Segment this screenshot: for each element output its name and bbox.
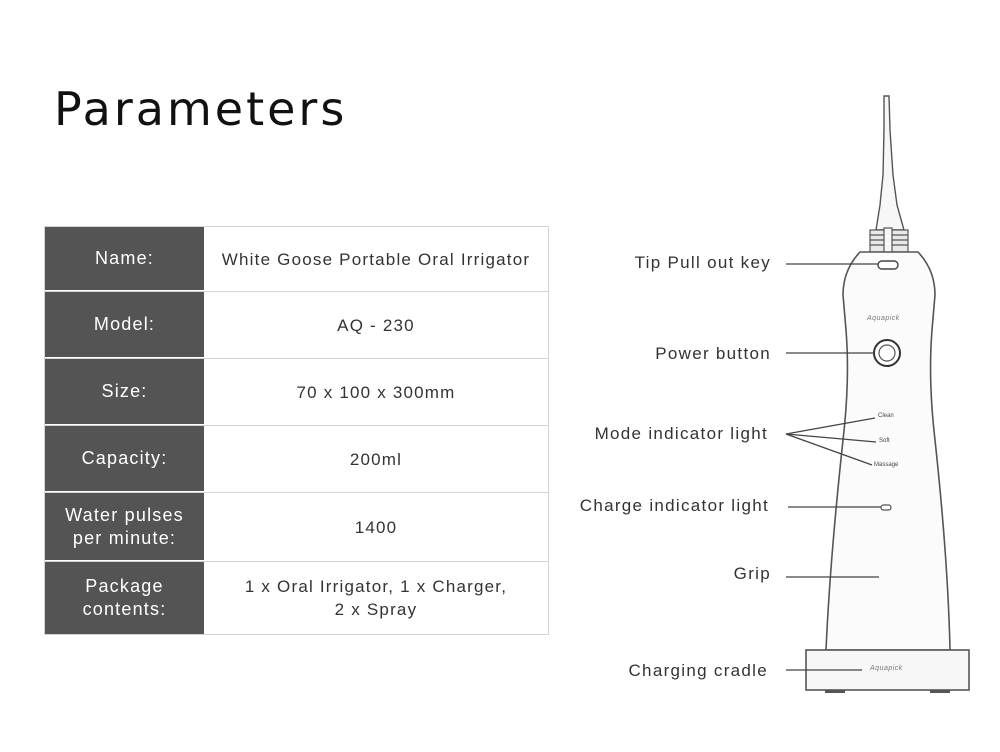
nozzle-tip: [876, 96, 904, 230]
spec-value: AQ - 230: [337, 315, 415, 335]
spec-label: Model:: [45, 292, 204, 358]
spec-value: 70 x 100 x 300mm: [296, 382, 456, 402]
charge-indicator-light: [881, 505, 891, 510]
cradle-brand-label: Aquapick: [870, 665, 903, 672]
mode-label-massage: Massage: [874, 462, 899, 468]
callout-tip-pull-out-key: Tip Pull out key: [634, 253, 771, 272]
spec-label: Capacity:: [45, 426, 204, 492]
callout-mode-indicator-light: Mode indicator light: [594, 424, 768, 443]
spec-label: Size:: [45, 359, 204, 425]
nozzle-collar: [870, 228, 908, 254]
mode-label-clean: Clean: [878, 413, 894, 419]
tip-pull-out-key: [878, 261, 898, 269]
callout-power-button: Power button: [655, 344, 771, 363]
spec-label: Water pulses per minute:: [45, 493, 204, 561]
spec-label: Package contents:: [45, 562, 204, 634]
spec-value: White Goose Portable Oral Irrigator: [221, 249, 531, 269]
spec-value: 1 x Oral Irrigator, 1 x Charger, 2 x Spray: [244, 577, 508, 619]
callout-grip: Grip: [733, 564, 771, 583]
spec-value: 1400: [354, 517, 398, 537]
spec-value: 200ml: [349, 449, 403, 469]
callout-charge-indicator-light: Charge indicator light: [579, 496, 769, 515]
brand-label: Aquapick: [867, 315, 900, 322]
device-body: [826, 252, 950, 650]
callout-charging-cradle: Charging cradle: [628, 661, 768, 680]
spec-label: Name:: [45, 227, 204, 291]
mode-label-soft: Soft: [879, 438, 890, 444]
page-title: Parameters: [54, 82, 348, 136]
